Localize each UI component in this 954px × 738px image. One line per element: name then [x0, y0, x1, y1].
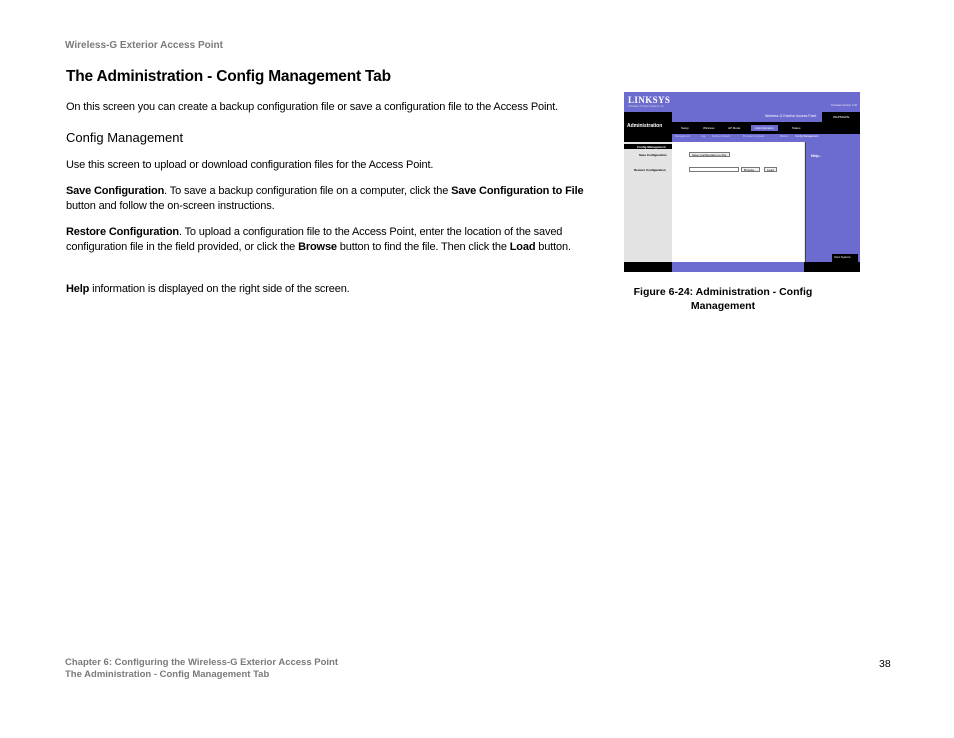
help-link[interactable]: Help...: [811, 154, 822, 158]
restore-config-label: Restore Configuration: [634, 168, 666, 172]
figure-sidebar: [624, 142, 673, 262]
cisco-logo: Cisco Systems: [834, 256, 851, 259]
browse-button-ref: Browse: [298, 241, 337, 253]
tab-status[interactable]: Status: [792, 126, 801, 130]
help-panel: [805, 142, 860, 262]
load-button-ref: Load: [509, 241, 536, 253]
footer: [65, 657, 338, 681]
save-config-text-2: button and follow the on-screen instructions.: [66, 200, 275, 212]
bottom-bar-left: [624, 262, 672, 272]
page-title: The Administration - Config Management Tab: [66, 68, 391, 85]
firmware-version: Firmware Version: 1.00: [831, 104, 857, 107]
save-config-text-1: . To save a backup configuration file on a computer, click the: [164, 185, 452, 197]
figure-content: [672, 142, 804, 262]
save-config-paragraph: [66, 184, 586, 214]
section-heading: Config Management: [66, 130, 184, 145]
bottom-bar-right: [804, 262, 860, 272]
page-number: 38: [879, 658, 891, 670]
help-term: Help: [66, 283, 90, 295]
model-number: WAP54GPE: [833, 115, 850, 119]
product-name: Wireless-G Exterior Access Point: [765, 114, 817, 118]
save-config-label: Save Configuration: [639, 153, 667, 157]
footer-section: The Administration - Config Management Tab: [65, 669, 270, 680]
subtab-reboot[interactable]: Reboot: [780, 135, 789, 138]
figure-caption: Figure 6-24: Administration - Config Management: [633, 286, 813, 312]
subtab-management[interactable]: Management: [675, 135, 691, 138]
restore-config-text-2: button to find the file. Then click the: [336, 241, 510, 253]
restore-config-text-1: . To upload a configuration file to the Access Point, enter the location of the saved configuration file in the field provided, or click the: [66, 226, 563, 253]
config-file-input[interactable]: [689, 167, 739, 172]
tab-administration[interactable]: Administration: [751, 125, 778, 131]
logo-subtitle: A Division of Cisco Systems, Inc.: [628, 105, 665, 108]
save-config-term: Save Configuration: [66, 185, 165, 197]
restore-config-paragraph: [66, 225, 586, 255]
browse-button[interactable]: Browse...: [741, 167, 760, 172]
tab-setup[interactable]: Setup: [681, 126, 689, 130]
load-button[interactable]: Load: [764, 167, 777, 172]
subtab-factory-default[interactable]: Factory Default: [712, 135, 730, 138]
running-header: Wireless-G Exterior Access Point: [65, 40, 223, 51]
help-paragraph: [66, 282, 586, 297]
restore-config-text-3: button.: [535, 241, 571, 253]
figure-screenshot: [624, 92, 860, 272]
intro-paragraph: On this screen you can create a backup configuration file or save a configuration file to the Access Point.: [66, 101, 559, 113]
save-config-button-ref: Save Configuration to File: [451, 185, 584, 197]
save-config-to-file-button[interactable]: Save Configuration to File: [689, 152, 730, 157]
subtab-config-management[interactable]: Config Management: [795, 135, 819, 138]
tab-wireless[interactable]: Wireless: [703, 126, 715, 130]
section-label: Administration: [627, 123, 663, 129]
subtab-log[interactable]: Log: [701, 135, 706, 138]
tab-ap-mode[interactable]: AP Mode: [728, 126, 741, 130]
subtab-firmware-upgrade[interactable]: Firmware Upgrade: [743, 135, 765, 138]
restore-config-term: Restore Configuration: [66, 226, 179, 238]
linksys-logo: LINKSYS: [628, 95, 671, 105]
section-intro: Use this screen to upload or download configuration files for the Access Point.: [66, 159, 434, 171]
bottom-bar-middle: [672, 262, 804, 272]
help-text: information is displayed on the right side of the screen.: [89, 283, 350, 295]
footer-chapter: Chapter 6: Configuring the Wireless-G Exterior Access Point: [65, 657, 339, 668]
sidebar-header: Config Management: [637, 145, 666, 149]
